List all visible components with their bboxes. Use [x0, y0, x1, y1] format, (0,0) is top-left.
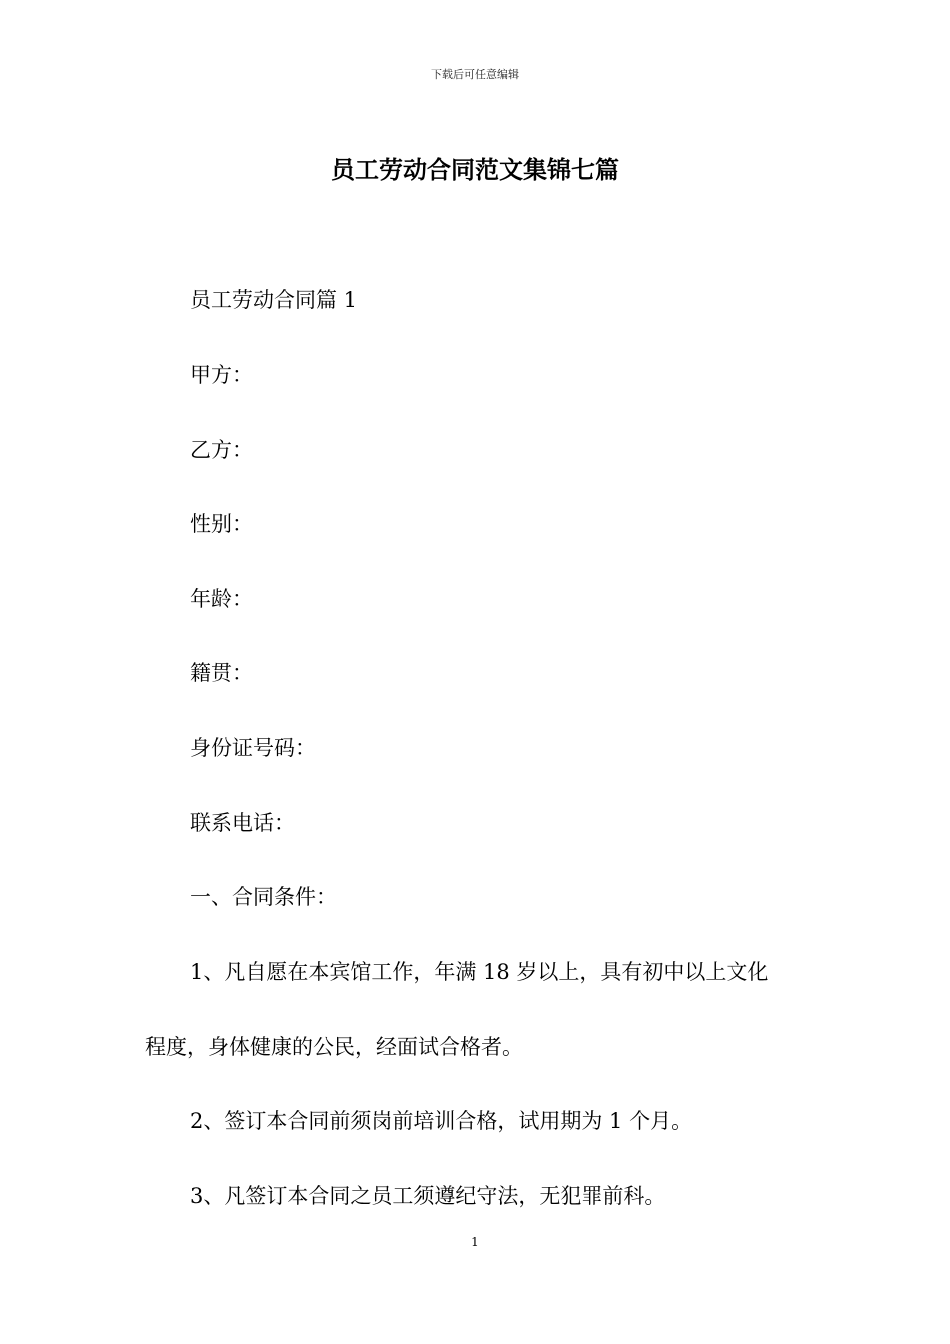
- age-field: 年龄：: [190, 587, 253, 611]
- clause-1-line-2: 程度，身体健康的公民，经面试合格者。: [145, 1035, 523, 1059]
- clause-2: 2、签订本合同前须岗前培训合格，试用期为 1 个月。: [190, 1109, 693, 1133]
- native-place-field: 籍贯：: [190, 661, 253, 685]
- clause-3: 3、凡签订本合同之员工须遵纪守法，无犯罪前科。: [190, 1184, 666, 1208]
- phone-field: 联系电话：: [190, 811, 295, 835]
- section-heading: 员工劳动合同篇 1: [190, 288, 358, 312]
- page-number: 1: [471, 1235, 479, 1249]
- party-a-field: 甲方：: [190, 363, 253, 387]
- download-note: 下载后可任意编辑: [431, 68, 519, 81]
- id-number-field: 身份证号码：: [190, 736, 316, 760]
- gender-field: 性别：: [190, 512, 253, 536]
- clause-1-line-1: 1、凡自愿在本宾馆工作，年满 18 岁以上，具有初中以上文化: [190, 960, 769, 984]
- party-b-field: 乙方：: [190, 438, 253, 462]
- clause-heading: 一、合同条件：: [190, 885, 337, 909]
- document-title: 员工劳动合同范文集锦七篇: [331, 155, 619, 184]
